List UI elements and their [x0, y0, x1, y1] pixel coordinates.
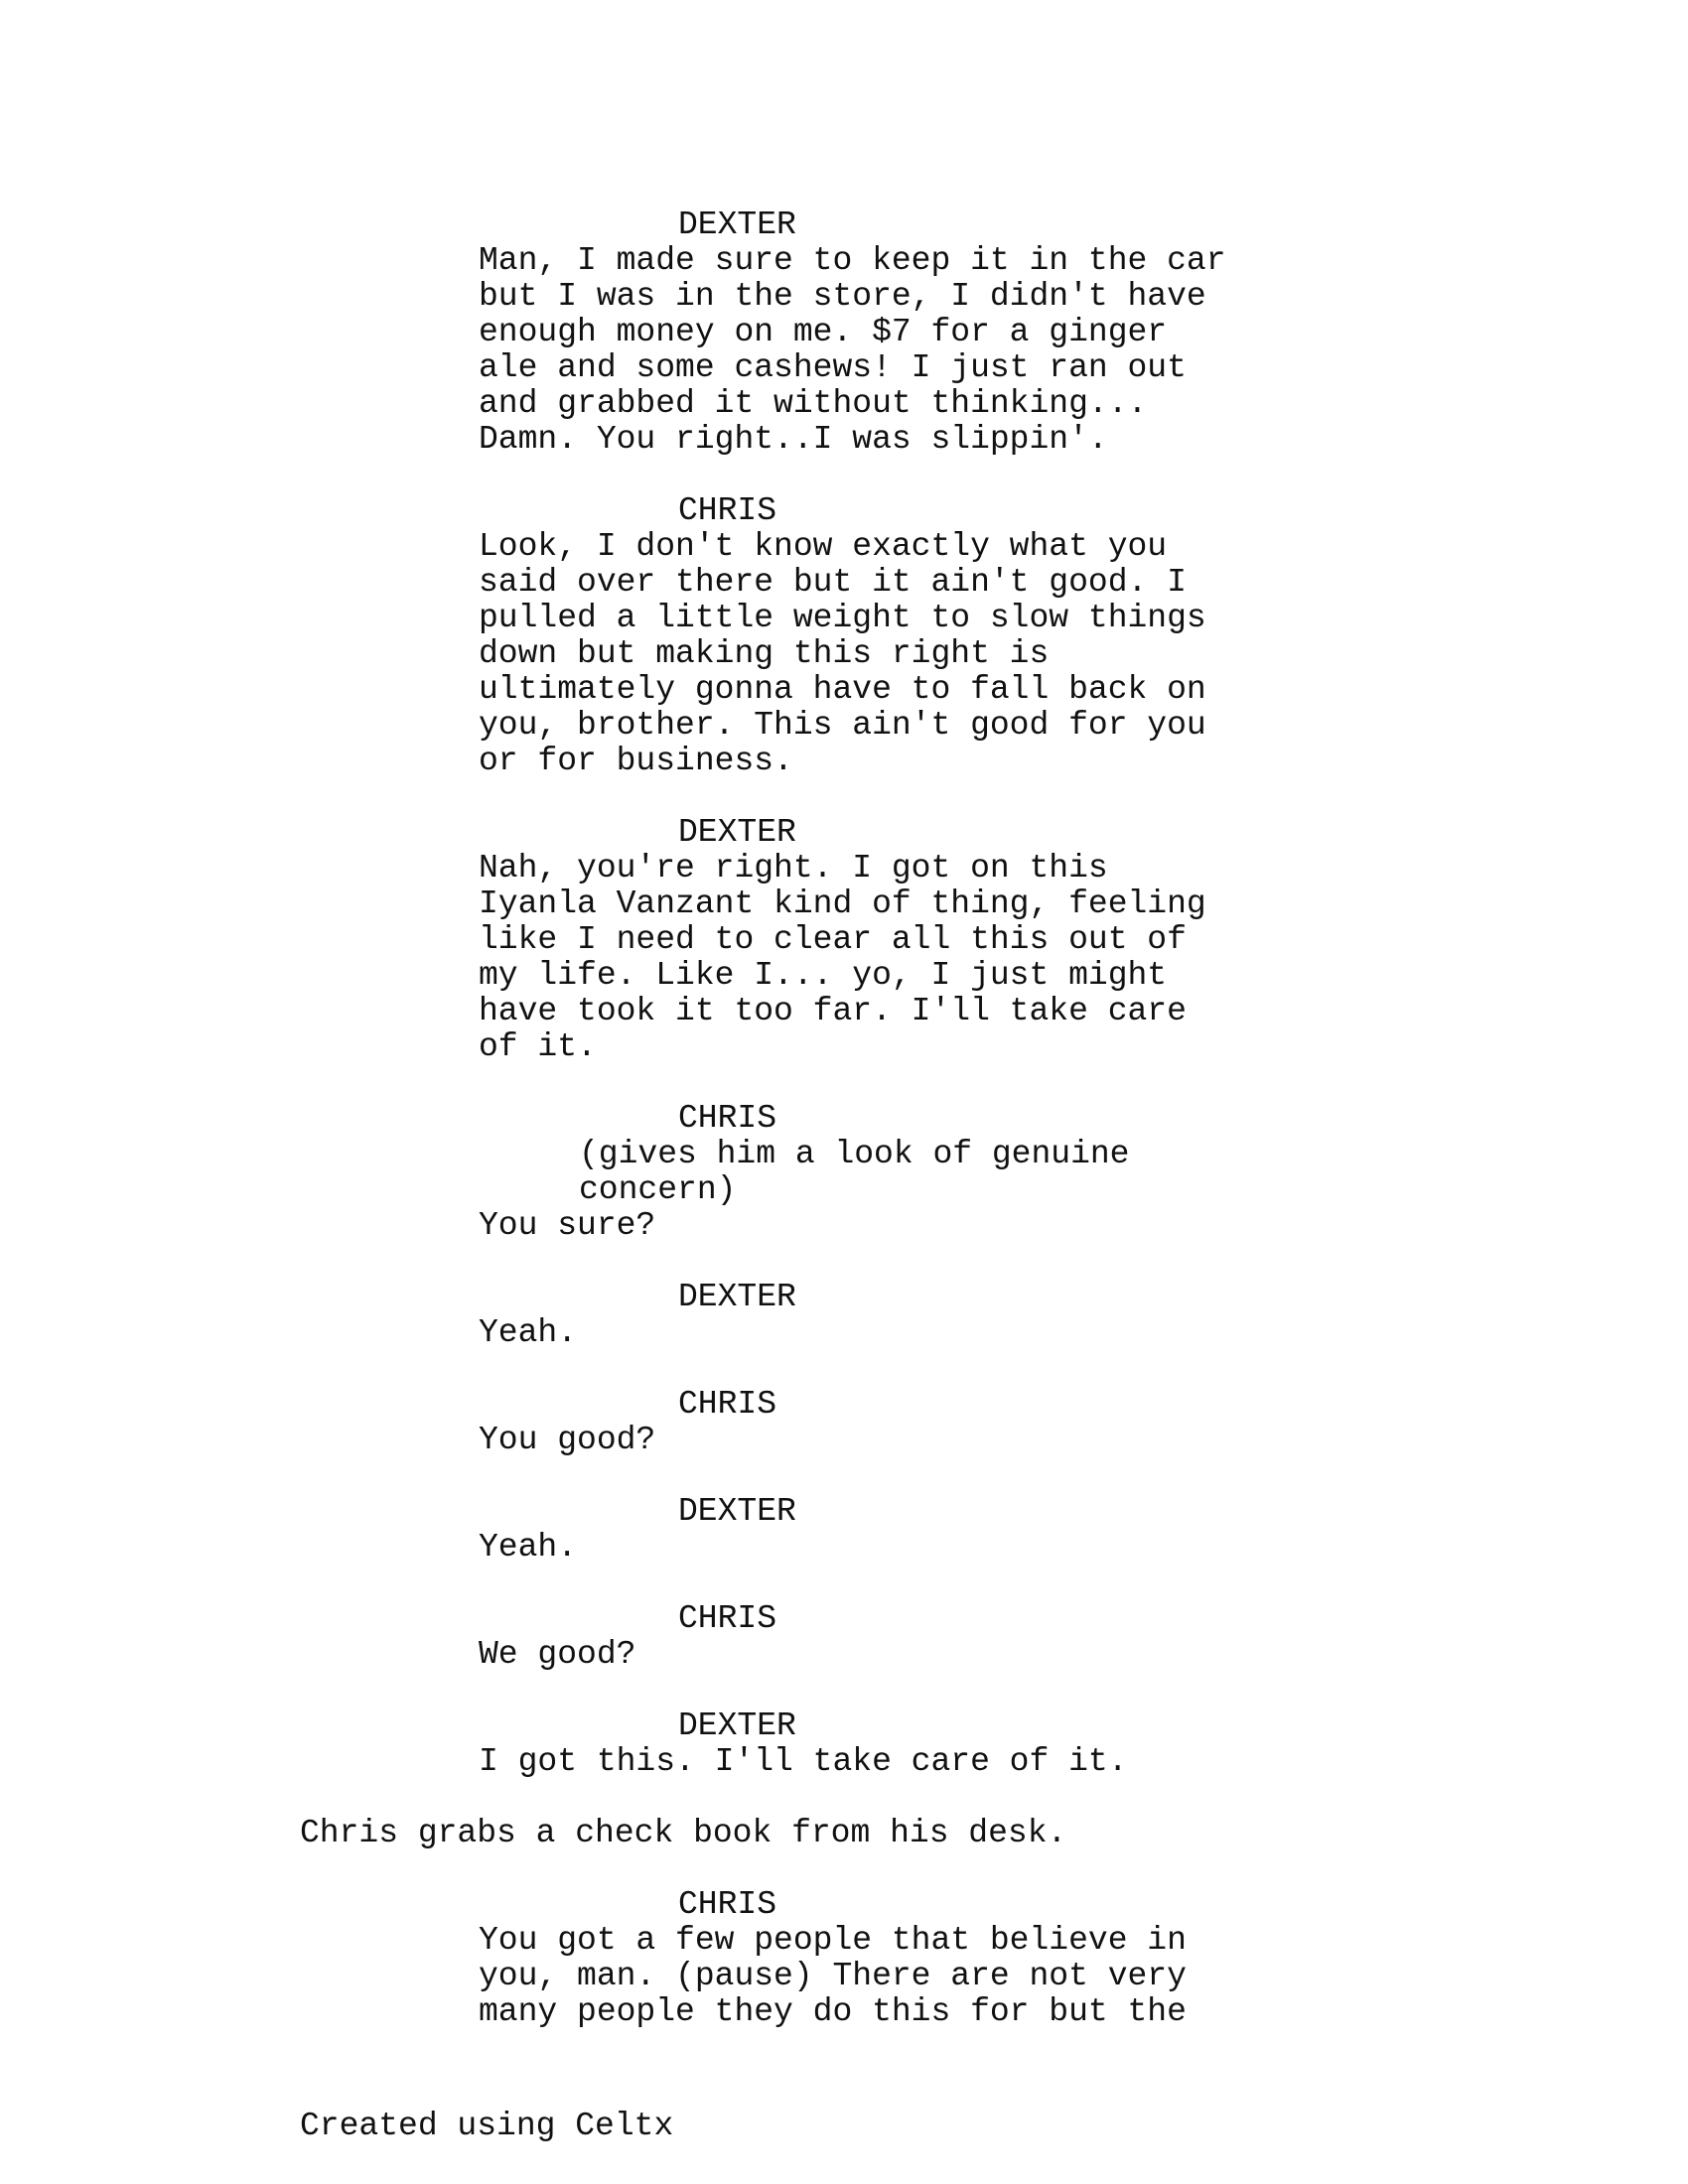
dialogue-line: Yeah. [479, 1314, 578, 1351]
dialogue-line: you, man. (pause) There are not very [479, 1958, 1187, 1994]
dialogue-line: my life. Like I... yo, I just might [479, 957, 1168, 994]
dialogue-line: down but making this right is [479, 635, 1050, 672]
character-name: CHRIS [678, 1100, 777, 1137]
dialogue-line: ultimately gonna have to fall back on [479, 671, 1206, 708]
dialogue-line: Man, I made sure to keep it in the car [479, 242, 1226, 279]
character-name: DEXTER [678, 1279, 796, 1315]
dialogue-line: and grabbed it without thinking... [479, 385, 1148, 422]
dialogue-line: Yeah. [479, 1529, 578, 1566]
dialogue-line: like I need to clear all this out of [479, 921, 1187, 958]
action-line: Chris grabs a check book from his desk. [300, 1815, 1067, 1851]
parenthetical-line: concern) [579, 1171, 737, 1208]
character-name: CHRIS [678, 1600, 777, 1637]
character-name: CHRIS [678, 1886, 777, 1923]
character-name: DEXTER [678, 814, 796, 851]
dialogue-line: or for business. [479, 743, 793, 779]
dialogue-line: You sure? [479, 1207, 656, 1244]
dialogue-line: you, brother. This ain't good for you [479, 707, 1206, 744]
dialogue-line: of it. [479, 1028, 597, 1065]
dialogue-line: I got this. I'll take care of it. [479, 1743, 1128, 1780]
character-name: CHRIS [678, 1386, 777, 1423]
character-name: DEXTER [678, 1707, 796, 1744]
character-name: DEXTER [678, 1493, 796, 1530]
dialogue-line: enough money on me. $7 for a ginger [479, 314, 1168, 350]
dialogue-line: Nah, you're right. I got on this [479, 850, 1108, 887]
dialogue-line: pulled a little weight to slow things [479, 600, 1206, 636]
dialogue-line: have took it too far. I'll take care [479, 993, 1187, 1029]
dialogue-line: Damn. You right..I was slippin'. [479, 421, 1108, 458]
dialogue-line: ale and some cashews! I just ran out [479, 349, 1187, 386]
page-footer: Created using Celtx [300, 2108, 674, 2144]
parenthetical-line: (gives him a look of genuine [579, 1136, 1130, 1172]
character-name: DEXTER [678, 206, 796, 243]
dialogue-line: many people they do this for but the [479, 1993, 1187, 2030]
character-name: CHRIS [678, 492, 777, 529]
dialogue-line: Iyanla Vanzant kind of thing, feeling [479, 886, 1206, 922]
dialogue-line: but I was in the store, I didn't have [479, 278, 1206, 315]
dialogue-line: Look, I don't know exactly what you [479, 528, 1168, 565]
dialogue-line: said over there but it ain't good. I [479, 564, 1187, 601]
dialogue-line: You got a few people that believe in [479, 1922, 1187, 1959]
dialogue-line: We good? [479, 1636, 636, 1673]
dialogue-line: You good? [479, 1422, 656, 1458]
